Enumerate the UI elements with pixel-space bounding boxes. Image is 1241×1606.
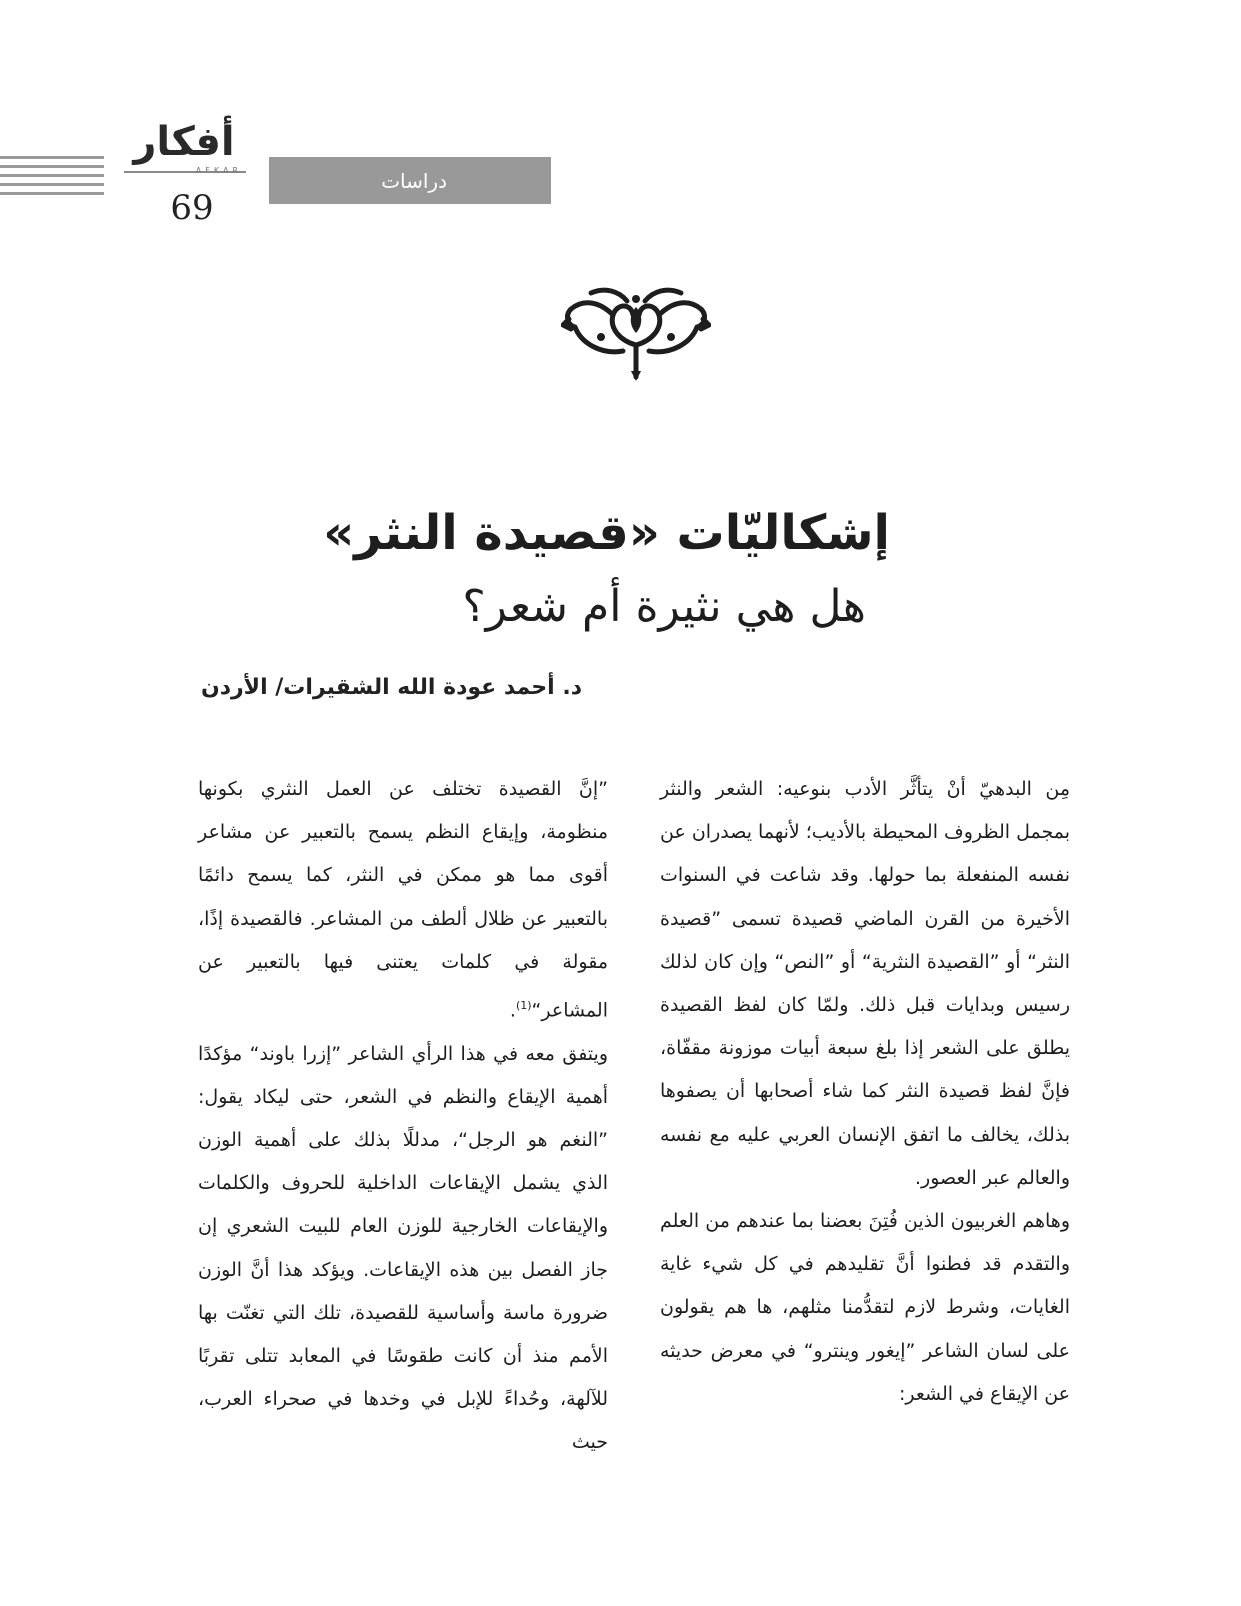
paragraph: وهاهم الغربيون الذين فُتِنَ بعضنا بما عندهم من العلم والتقدم قد فطنوا أنَّ تقليدهم في كل شيء غاية الغايات، وشرط لازم لتقدُّمنا مثلهم، ها هم يقولون على لسان الشاعر ”إيغور وينترو“ في معرض حديثه عن الإيقاع في الشعر: (660, 1210, 1070, 1405)
quote-end: . (509, 999, 516, 1022)
section-label: دراسات (381, 169, 447, 193)
quote-text: ”إنَّ القصيدة تختلف عن العمل النثري بكونها منظومة، وإيقاع النظم يسمح بالتعبير عن مشاعر أقوى مما هو ممكن في النثر، كما يسمح دائمًا بالتعبير عن ظلال ألطف من المشاعر. فالقصيدة إذًا، مقولة في كلمات يعتنى فيها بالتعبير عن المشاعر“ (198, 778, 608, 1022)
section-banner (269, 157, 551, 204)
arabesque-ornament-icon (561, 285, 711, 381)
quote-paragraph (198, 768, 608, 1033)
paragraph: مِن البدهيّ أنْ يتأثَّر الأدب بنوعيه: الشعر والنثر بمجمل الظروف المحيطة بالأديب؛ لأنهما يصدران عن نفسه المنفعلة بما حولها. وقد شاعت في السنوات الأخيرة من القرن الماضي قصيدة تسمى ”قصيدة النثر“ أو ”القصيدة النثرية“ أو ”النص“ وإن كان لذلك رسيس وبدايات قبل ذلك. ولمّا كان لفظ القصيدة يطلق على الشعر إذا بلغ سبعة أبيات موزونة مقفّاة، فإنَّ لفظ قصيدة النثر كما شاء أصحابها أن يصفوها بذلك، يخالف ما اتفق الإنسان العربي عليه مع نفسه والعالم عبر العصور. (660, 778, 1070, 1189)
article-title: إشكاليّات «قصيدة النثر» (323, 505, 890, 561)
paragraph: ويتفق معه في هذا الرأي الشاعر ”إزرا باوند“ مؤكدًا أهمية الإيقاع والنظم في الشعر، حتى ليكاد يقول: ”النغم هو الرجل“، مدللًا بذلك على أهمية الوزن الذي يشمل الإيقاعات الداخلية للحروف والكلمات والإيقاعات الخارجية للوزن العام للبيت الشعري إن جاز الفصل بين هذه الإيقاعات. ويؤكد هذا أنَّ الوزن ضرورة ماسة وأساسية للقصيدة، تلك التي تغنّت بها الأمم منذ أن كانت طقوسًا في المعابد تتلى تقربًا للآلهة، وحُداءً للإبل في وخدها في صحراء العرب، حيث (198, 1042, 608, 1454)
page-number: 69 (170, 188, 214, 228)
magazine-logo-latin: AFKAR (195, 166, 242, 175)
article-author: د. أحمد عودة الله الشقيرات/ الأردن (200, 675, 582, 700)
footnote-marker: (1) (515, 999, 532, 1013)
text-column-right (660, 768, 1070, 1416)
magazine-logo: أفكار (133, 119, 235, 165)
decorative-stripes (0, 156, 104, 201)
article-subtitle: هل هي نثيرة أم شعر؟ (462, 581, 866, 632)
text-column-left (198, 768, 608, 1465)
